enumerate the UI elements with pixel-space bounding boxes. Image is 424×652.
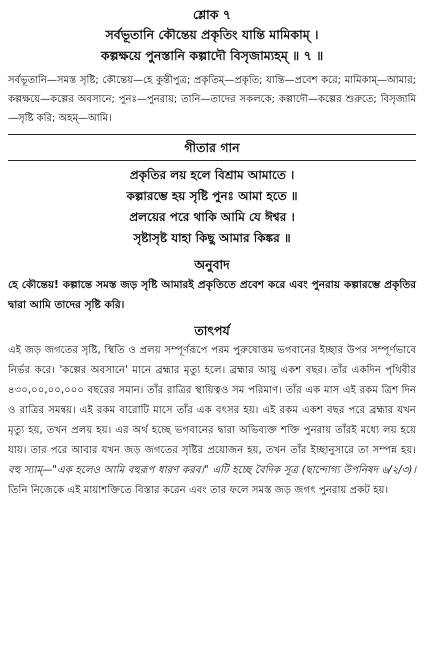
translation-title: অনুবাদ (194, 257, 230, 272)
verse-line-2: কল্পক্ষয়ে পুনস্তানি কল্পাদৌ বিসৃজাম্যহম্ ॥ ৭ ॥ (100, 48, 324, 63)
song-line-4: সৃষ্টাসৃষ্ট যাহা কিছু আমার কিঙ্কর ॥ (133, 231, 291, 245)
purport-title: তাৎপর্য (194, 323, 230, 338)
purport-quote: বহু স্যাম্—"এক হলেও আমি বহুরূপ ধারণ করব।" এটি হচ্ছে বৈদিক সূত্র (ছান্দোগ্য উপনিষদ ৬/২/৩)। (8, 465, 416, 476)
purport-main: এই জড় জগতের সৃষ্টি, স্থিতি ও প্রলয় সম্পূর্ণরূপে পরম পুরুষোত্তম ভগবানের ইচ্ছার উপর সম্পূর্ণভাবে নির্ভর করে। 'কল্পের অবসানে' মানে ব্রহ্মার মৃত্যু হলে। ব্রহ্মার আয়ু একশ বছর। তাঁর একদিন পৃথিবীর ৪৩০,০০,০০,০০০ বছরের সমান। তাঁর রাত্রির স্থায়িত্বও সম পরিমাণ। তাঁর এক মাস এই রকম ত্রিশ দিন ও রাত্রির সমন্বয়। এই রকম বারোটি মাসে তাঁর এক বৎসর হয়। এই রকম একশ বছর পরে ব্রহ্মার যখন মৃত্যু হয়, তখন প্রলয় হয়। এর অর্থ হচ্ছে ভগবানের দ্বারা অভিব্যক্ত শক্তি পুনরায় তাঁরই মধ্যে লয় হয়ে যায়। তার পরে আবার যখন জড় জগতের সৃষ্টির প্রয়োজন হয়, তখন তাঁর ইচ্ছানুসারে তা সম্পন্ন হয়। (8, 345, 416, 456)
word-meanings: সর্বভূতানি—সমস্ত সৃষ্টি; কৌন্তেয়—হে কুন্তীপুত্র; প্রকৃতিম্—প্রকৃতি; যান্তি—প্রবেশ করে; মামিকাম্—আমার; কল্পক্ষয়ে—কল্পের অবসানে; পুনঃ—পুনরায়; তানি—তাদের সকলকে; কল্পাদৌ—কল্পের শুরুতে; বিসৃজামি—সৃষ্টি করি; অহম্—আমি। (8, 75, 416, 124)
song-line-1: প্রকৃতির লয় হলে বিশ্রাম আমাতে । (129, 168, 295, 182)
purport-end: তিনি নিজেকে এই মায়াশক্তিতে বিস্তার করেন এবং তার ফলে সমস্ত জড় জগৎ পুনরায় প্রকট হয়। (8, 485, 389, 496)
song-title: গীতার গান (184, 140, 240, 155)
divider (8, 134, 416, 135)
verse-line-1: সর্বভূতানি কৌন্তেয় প্রকৃতিং যান্তি মামিকাম্ । (105, 27, 319, 42)
song-line-2: কল্পারম্ভে হয় সৃষ্টি পুনঃ আমা হতে ॥ (126, 189, 298, 203)
translation-text: হে কৌন্তেয়! কল্পান্তে সমস্ত জড় সৃষ্টি আমারই প্রকৃতিতে প্রবেশ করে এবং পুনরায় কল্পারম্ভে প্রকৃতির দ্বারা আমি তাদের সৃষ্টি করি। (8, 279, 416, 311)
song-line-3: প্রলয়ের পরে থাকি আমি যে ঈশ্বর । (129, 210, 295, 224)
purport-text (8, 341, 416, 501)
verse-title: শ্লোক ৭ (192, 7, 232, 22)
divider (8, 160, 416, 161)
